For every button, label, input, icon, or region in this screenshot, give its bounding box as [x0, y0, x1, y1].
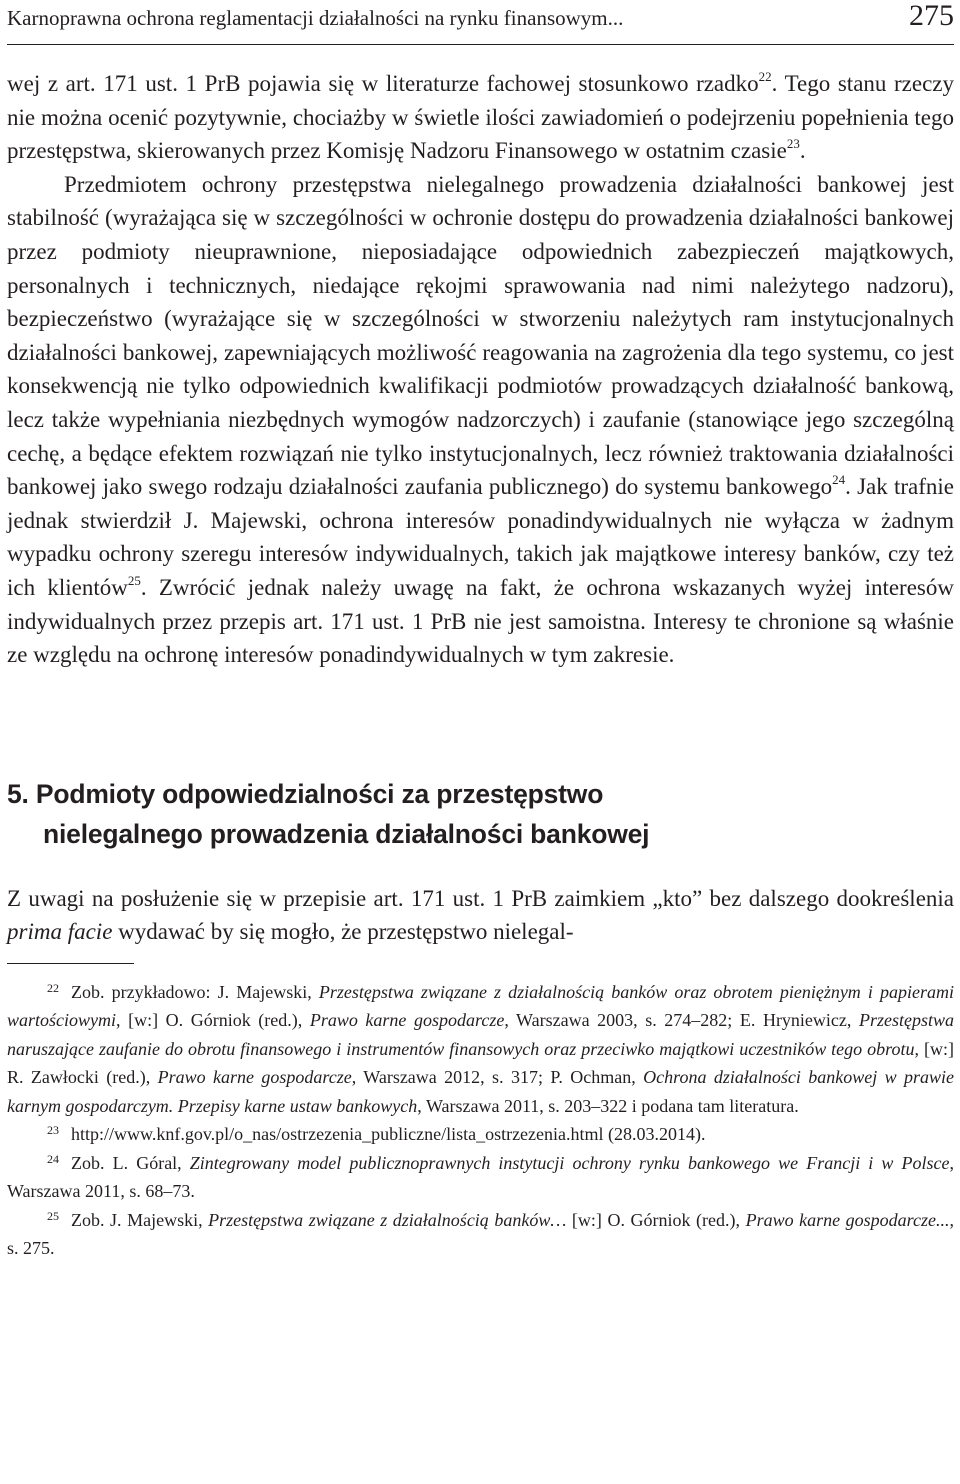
section-text-1: Z uwagi na posłużenie się w przepisie art. 171 ust. 1 PrB zaimkiem „kto” bez dalszego dookreślenia: [7, 885, 954, 911]
footnote-text: , [w:] O. Górniok (red.),: [116, 1010, 310, 1031]
footnote-22: [7, 978, 954, 1121]
footnote-link-text[interactable]: http://www.knf.gov.pl/o_nas/ostrzezenia_publiczne/lista_ostrzezenia.html (28.03.2014).: [71, 1124, 706, 1145]
section-text: [7, 882, 954, 949]
paragraph-2-text-2: . Jak trafnie jednak stwierdził J. Majewski, ochrona interesów ponadindywidualnych nie wyłącza w żadnym wypadku ochrony szeregu interesów indywidualnych, takich jak majątkowe interesy banków, czy też ich klientów: [7, 474, 954, 600]
footnote-text: Zob. J. Majewski,: [71, 1209, 209, 1230]
footnote-25: [7, 1206, 954, 1263]
section-text-2: wydawać by się mogło, że przestępstwo nielegal-: [112, 919, 574, 945]
footnote-italic: Prawo karne gospodarcze: [157, 1067, 352, 1088]
paragraph-2: [7, 168, 954, 672]
footnote-text: , [w:] R. Zawłocki (red.),: [7, 1038, 954, 1088]
footnote-italic: Przestępstwa związane z działalnością banków oraz obrotem pieniężnym i papierami wartościowymi: [7, 981, 954, 1031]
footnote-text: Zob. L. Góral,: [71, 1152, 190, 1173]
footnote-number: 24: [47, 1151, 59, 1166]
paragraph-1: [7, 67, 954, 168]
footnotes: [7, 978, 954, 1263]
section-heading-line-1: 5. Podmioty odpowiedzialności za przestępstwo: [7, 778, 604, 809]
footnote-italic: Przestępstwa naruszające zaufanie do obrotu finansowego i instrumentów finansowych oraz przeciwko majątkowi uczestników tego obrotu: [7, 1010, 954, 1059]
footnote-number: 23: [47, 1123, 59, 1138]
footnote-italic: Prawo karne gospodarcze...: [745, 1209, 950, 1230]
section-heading-line-2: nielegalnego prowadzenia działalności bankowej: [43, 818, 650, 849]
footnote-text: , Warszawa 2003, s. 274–282; E. Hryniewicz,: [504, 1010, 859, 1031]
footnote-ref-23[interactable]: 23: [786, 136, 800, 152]
running-title: Karnoprawna ochrona reglamentacji działalności na rynku finansowym...: [7, 6, 624, 30]
footnote-italic: Prawo karne gospodarcze: [309, 1010, 505, 1031]
section-heading: [7, 774, 954, 854]
footnote-italic: Zintegrowany model publicznoprawnych instytucji ochrony rynku bankowego we Francji i w Polsce: [189, 1152, 950, 1173]
section-paragraph: [7, 882, 954, 949]
page-number: 275: [909, 0, 954, 32]
paragraph-1-text: wej z art. 171 ust. 1 PrB pojawia się w literaturze fachowej stosunkowo rzadko: [7, 71, 759, 96]
section-italic: prima facie: [7, 919, 113, 945]
footnote-text: , Warszawa 2011, s. 203–322 i podana tam literatura.: [417, 1095, 799, 1116]
footnote-ref-25[interactable]: 25: [127, 572, 141, 588]
footnote-divider: [7, 963, 134, 964]
running-header: [7, 0, 954, 45]
footnote-italic: Przestępstwa związane z działalnością banków…: [208, 1209, 567, 1230]
footnote-23: [7, 1120, 954, 1149]
main-text: [7, 67, 954, 672]
book-page: [7, 0, 954, 1263]
paragraph-2-text-3: . Zwrócić jednak należy uwagę na fakt, że ochrona wskazanych wyżej interesów indywidualnych przez przepis art. 171 ust. 1 PrB nie jest samoistna. Interesy te chronione są właśnie ze względu na ochronę interesów ponadindywidualnych w tym zakresie.: [7, 574, 954, 668]
footnote-text: , s. 275.: [7, 1209, 954, 1259]
footnote-text: [w:] O. Górniok (red.),: [566, 1209, 746, 1230]
paragraph-1-text-2: . Tego stanu rzeczy nie można ocenić pozytywnie, chociażby w świetle ilości zawiadomień o podejrzeniu popełnienia tego przestępstwa, skierowanych przez Komisję Nadzoru Finansowego w ostatnim czasie: [7, 71, 955, 164]
footnote-ref-22[interactable]: 22: [758, 69, 772, 84]
paragraph-2-text: Przedmiotem ochrony przestępstwa nielegalnego prowadzenia działalności bankowej jest stabilność (wyrażająca się w szczególności w ochronie dostępu do prowadzenia działalności bankowej przez podmioty nieuprawnione, nieposiadające odpowiednich zabezpieczeń majątkowych, personalnych i technicznych, niedające rękojmi sprawowania nad nimi należytego nadzoru), bezpieczeństwo (wyrażające się w szczególności w stworzeniu należytych ram instytucjonalnych działalności bankowej, zapewniających możliwość reagowania na zagrożenia dla tego systemu, co jest konsekwencją nie tylko odpowiednich kwalifikacji podmiotów prowadzących działalność bankową, lecz także wypełniania niezbędnych wymogów nadzorczych) i zaufanie (stanowiące jego szczególną cechę, a będące efektem rozwiązań nie tylko instytucjonalnych, lecz również traktowania działalności bankowej jako swego rodzaju działalności zaufania publicznego) do systemu bankowego: [7, 171, 954, 500]
footnote-number: 25: [47, 1208, 59, 1223]
paragraph-1-end: .: [799, 138, 806, 164]
footnote-24: [7, 1149, 954, 1206]
footnote-ref-24[interactable]: 24: [832, 472, 846, 488]
footnote-number: 22: [47, 980, 59, 995]
footnote-text: , Warszawa 2012, s. 317; P. Ochman,: [351, 1067, 644, 1088]
footnote-italic: Ochrona działalności bankowej w prawie karnym gospodarczym. Przepisy karne ustaw bankowych: [7, 1067, 954, 1116]
footnote-text: , Warszawa 2011, s. 68–73.: [7, 1152, 954, 1202]
footnote-text: Zob. przykładowo: J. Majewski,: [71, 981, 319, 1002]
